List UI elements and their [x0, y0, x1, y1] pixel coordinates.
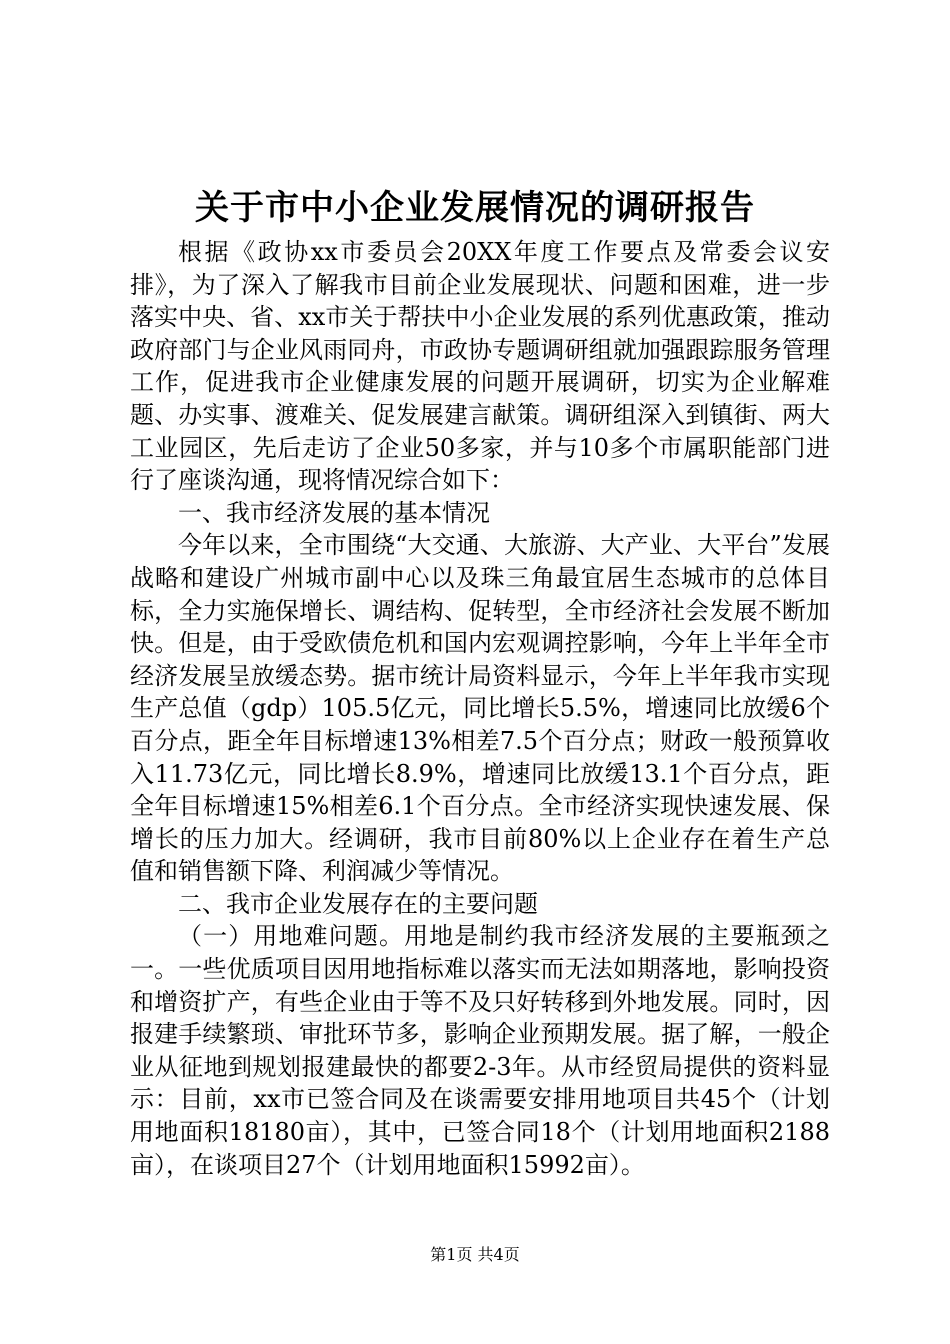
land-problem-paragraph: （一）用地难问题。用地是制约我市经济发展的主要瓶颈之一。一些优质项目因用地指标难以落实而无法如期落地，影响投资和增资扩产，有些企业由于等不及只好转移到外地发展。同时，因报建手续繁琐、审批环节多，影响企业预期发展。据了解，一般企业从征地到规划报建最快的都要2-3年。从市经贸局提供的资料显示：目前，xx市已签合同及在谈需要安排用地项目共45个（计划用地面积18180亩），其中，已签合同18个（计划用地面积2188亩），在谈项目27个（计划用地面积15992亩）。: [130, 922, 830, 1179]
section-heading-2: 二、我市企业发展存在的主要问题: [178, 889, 538, 918]
document-title: 关于市中小企业发展情况的调研报告: [195, 188, 755, 228]
section-heading-1: 一、我市经济发展的基本情况: [178, 498, 490, 527]
document-body: [130, 236, 830, 1181]
intro-paragraph: 根据《政协xx市委员会20XX年度工作要点及常委会议安排》，为了深入了解我市目前企业发展现状、问题和困难，进一步落实中央、省、xx市关于帮扶中小企业发展的系列优惠政策，推动政府部门与企业风雨同舟，市政协专题调研组就加强跟踪服务管理工作，促进我市企业健康发展的问题开展调研，切实为企业解难题、办实事、渡难关、促发展建言献策。调研组深入到镇街、两大工业园区，先后走访了企业50多家，并与10多个市属职能部门进行了座谈沟通，现将情况综合如下：: [130, 238, 830, 495]
page-footer: 第1页 共4页: [430, 1245, 520, 1264]
economy-paragraph: 今年以来，全市围绕“大交通、大旅游、大产业、大平台”发展战略和建设广州城市副中心以及珠三角最宜居生态城市的总体目标，全力实施保增长、调结构、促转型，全市经济社会发展不断加快。但是，由于受欧债危机和国内宏观调控影响，今年上半年全市经济发展呈放缓态势。据市统计局资料显示，今年上半年我市实现生产总值（gdp）105.5亿元，同比增长5.5%，增速同比放缓6个百分点，距全年目标增速13%相差7.5个百分点；财政一般预算收入11.73亿元，同比增长8.9%，增速同比放缓13.1个百分点，距全年目标增速15%相差6.1个百分点。全市经济实现快速发展、保增长的压力加大。经调研，我市目前80%以上企业存在着生产总值和销售额下降、利润减少等情况。: [130, 531, 830, 886]
